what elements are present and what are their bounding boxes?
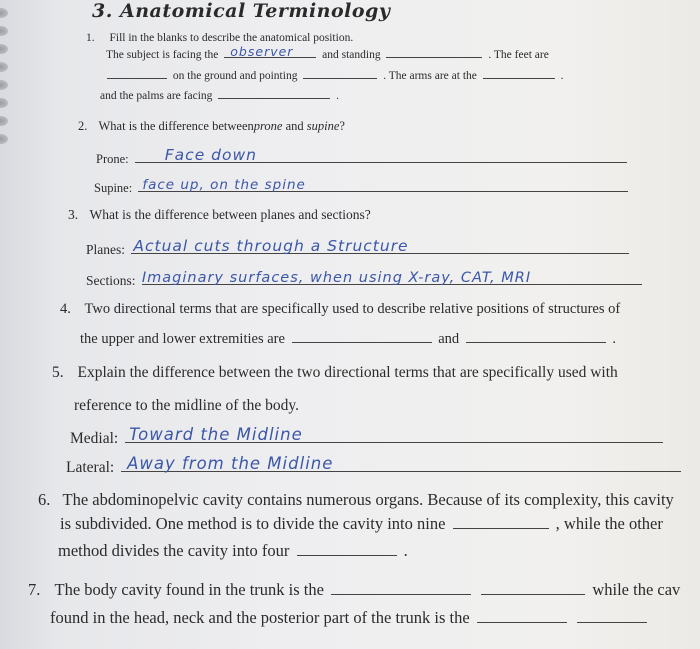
q1-blank-arms[interactable]: [483, 66, 555, 79]
planes-label: Planes:: [86, 241, 125, 257]
q3-sections-row: [86, 270, 645, 289]
q2-number: 2.: [78, 119, 88, 133]
q1-line-3: on the ground and pointing . The arms are at the .: [104, 66, 564, 82]
q5-lateral-row: [66, 455, 684, 477]
medial-label: Medial:: [70, 429, 119, 447]
q1-blank-facing[interactable]: [224, 45, 316, 58]
q6-blank-nine[interactable]: [453, 511, 549, 529]
q7-blank-2b[interactable]: [577, 605, 647, 623]
prone-answer: Face down: [164, 145, 257, 164]
q2-prone-row: [96, 145, 630, 167]
q3-number: 3.: [68, 207, 79, 222]
sections-answer-field[interactable]: [142, 270, 642, 285]
q1-answer-facing: observer: [230, 43, 294, 59]
q1-blank-pointing[interactable]: [303, 66, 377, 79]
lateral-answer: Away from the Midline: [127, 453, 334, 473]
binder-holes: [0, 0, 18, 160]
q4-blank-1[interactable]: [292, 327, 432, 343]
q7-blank-2a[interactable]: [477, 605, 567, 623]
q5-line-2: reference to the midline of the body.: [74, 397, 299, 414]
q1-blank-standing[interactable]: [386, 45, 482, 58]
q3-planes-row: [86, 236, 632, 258]
lateral-label: Lateral:: [66, 458, 115, 476]
q2-question: 2. What is the difference betweenprone and supine?: [78, 119, 345, 133]
q6-line-1: 6. The abdominopelvic cavity contains numerous organs. Because of its complexity, this cavity: [38, 490, 674, 509]
sections-answer: Imaginary surfaces, when using X-ray, CAT, MRI: [141, 269, 532, 286]
q7-blank-1b[interactable]: [481, 577, 585, 595]
page-title: 3. Anatomical Terminology: [92, 0, 391, 22]
q2-supine-row: [94, 178, 631, 196]
planes-answer: Actual cuts through a Structure: [133, 236, 409, 255]
supine-label: Supine:: [94, 180, 133, 195]
supine-answer: face up, on the spine: [142, 176, 306, 193]
q6-line-2: is subdivided. One method is to divide the cavity into nine , while the other: [60, 511, 663, 534]
q3-question: 3. What is the difference between planes and sections?: [68, 207, 371, 222]
q1-blank-feet[interactable]: [107, 66, 167, 79]
q4-line-2: the upper and lower extremities are and .: [80, 327, 616, 348]
q7-line-1: 7. The body cavity found in the trunk is the while the cav: [28, 577, 680, 600]
q6-number: 6.: [38, 490, 51, 509]
q5-medial-row: [70, 426, 666, 448]
q4-blank-2[interactable]: [466, 327, 606, 343]
medial-answer: Toward the Midline: [129, 424, 303, 444]
q7-number: 7.: [28, 579, 41, 599]
q1-blank-palms[interactable]: [218, 86, 330, 99]
q5-line-1: 5. Explain the difference between the two directional terms that are specifically used with: [52, 364, 618, 381]
q6-line-3: method divides the cavity into four .: [58, 538, 408, 561]
q7-line-2: found in the head, neck and the posterior part of the trunk is the: [50, 605, 650, 628]
q7-blank-1a[interactable]: [331, 577, 471, 595]
q5-number: 5.: [52, 364, 64, 381]
q6-blank-four[interactable]: [297, 538, 397, 556]
lateral-answer-field[interactable]: [121, 455, 681, 472]
q1-number: 1.: [86, 32, 95, 44]
medial-answer-field[interactable]: [125, 426, 663, 443]
planes-answer-field[interactable]: [131, 236, 629, 255]
q4-line-1: 4. Two directional terms that are specifically used to describe relative positions of structures of: [60, 301, 621, 317]
q1-line-4: and the palms are facing .: [100, 86, 339, 102]
q1-line-1: 1. Fill in the blanks to describe the anatomical position.: [86, 32, 354, 44]
supine-answer-field[interactable]: [138, 178, 628, 192]
prone-label: Prone:: [96, 151, 129, 166]
prone-answer-field[interactable]: [135, 145, 627, 164]
sections-label: Sections:: [86, 272, 136, 288]
q4-number: 4.: [60, 301, 71, 317]
q1-line-2: The subject is facing the observer and standing . The feet are: [106, 43, 549, 61]
